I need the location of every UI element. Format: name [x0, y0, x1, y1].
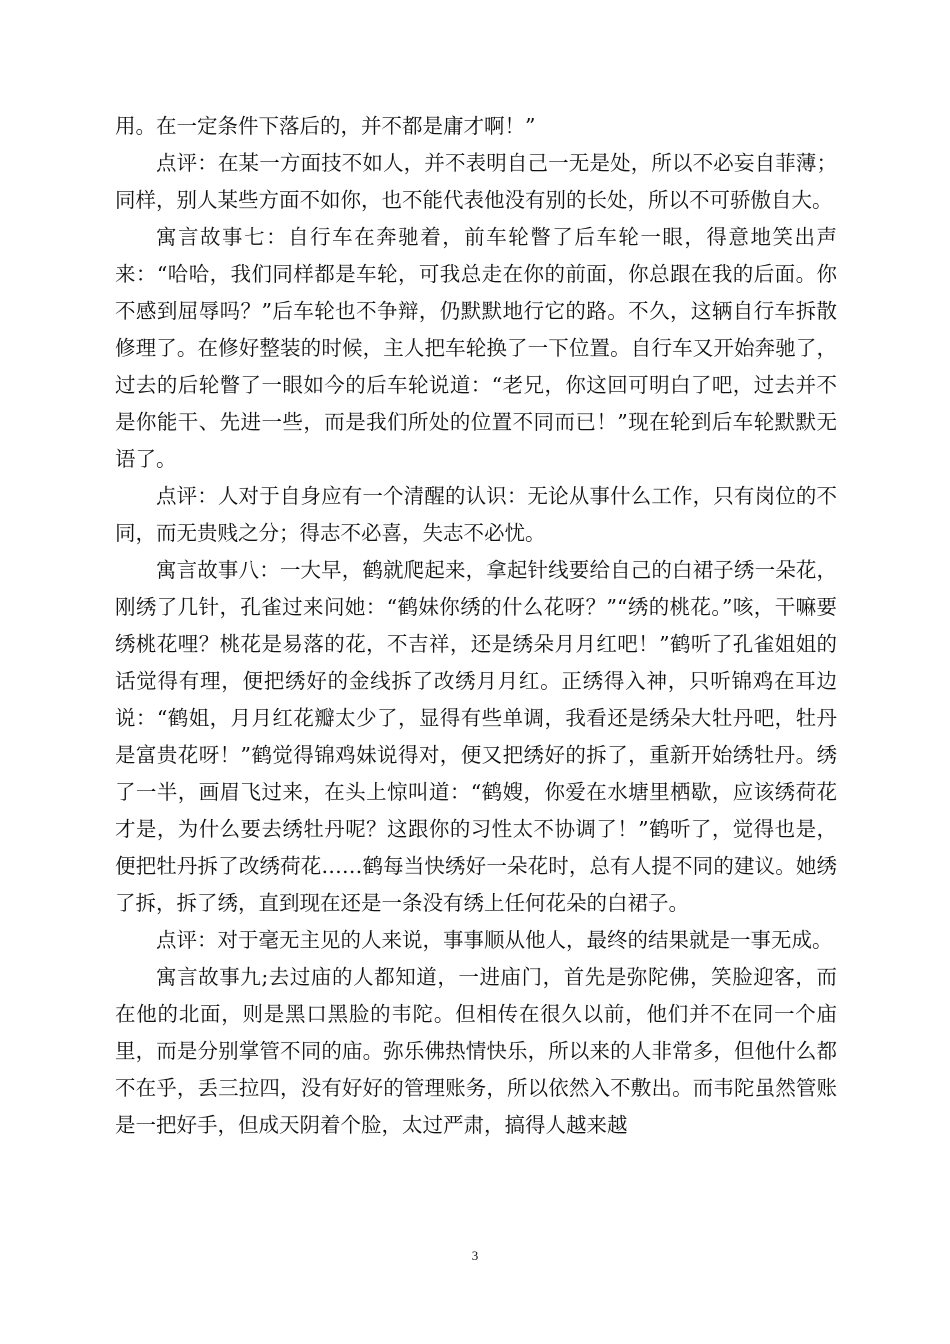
paragraph-fable-9: 寓言故事九;去过庙的人都知道，一进庙门，首先是弥陀佛，笑脸迎客，而在他的北面，则是黑口黑脸的韦陀。但相传在很久以前，他们并不在同一个庙里，而是分别掌管不同的庙。弥乐佛热情快乐，所以来的人非常多，但他什么都不在乎，丢三拉四，没有好好的管理账务，所以依然入不敷出。而韦陀虽然管账是一把好手，但成天阴着个脸，太过严肃，搞得人越来越 — [115, 965, 837, 1137]
paragraph-comment-8: 点评：对于毫无主见的人来说，事事顺从他人，最终的结果就是一事无成。 — [156, 928, 833, 952]
paragraph-fable-7: 寓言故事七：自行车在奔驰着，前车轮瞥了后车轮一眼，得意地笑出声来：“哈哈，我们同样都是车轮，可我总走在你的前面，你总跟在我的后面。你不感到屈辱吗？”后车轮也不争辩，仍默默地行它的路。不久，这辆自行车拆散修理了。在修好整装的时候，主人把车轮换了一下位置。自行车又开始奔驰了，过去的后轮瞥了一眼如今的后车轮说道：“老兄，你这回可明白了吧，过去并不是你能干、先进一些，而是我们所处的位置不同而已！”现在轮到后车轮默默无语了。 — [115, 225, 837, 471]
paragraph-comment-7: 点评：人对于自身应有一个清醒的认识：无论从事什么工作，只有岗位的不同，而无贵贱之分；得志不必喜，失志不必忧。 — [115, 484, 837, 545]
page-number: 3 — [471, 1248, 479, 1263]
paragraph-comment-6: 点评：在某一方面技不如人，并不表明自己一无是处，所以不必妄自菲薄；同样，别人某些方面不如你，也不能代表他没有别的长处，所以不可骄傲自大。 — [115, 151, 837, 212]
paragraph-fable-8: 寓言故事八：一大早，鹤就爬起来，拿起针线要给自己的白裙子绣一朵花，刚绣了几针，孔雀过来问她：“鹤妹你绣的什么花呀？”“绣的桃花。”咳，干嘛要绣桃花哩？桃花是易落的花，不吉祥，还是绣朵月月红吧！”鹤听了孔雀姐姐的话觉得有理，便把绣好的金线拆了改绣月月红。正绣得入神，只听锦鸡在耳边说：“鹤姐，月月红花瓣太少了，显得有些单调，我看还是绣朵大牡丹吧，牡丹是富贵花呀！”鹤觉得锦鸡妹说得对，便又把绣好的拆了，重新开始绣牡丹。绣了一半，画眉飞过来，在头上惊叫道：“鹤嫂，你爱在水塘里栖歇，应该绣荷花才是，为什么要去绣牡丹呢？这跟你的习性太不协调了！”鹤听了，觉得也是，便把牡丹拆了改绣荷花……鹤每当快绣好一朵花时，总有人提不同的建议。她绣了拆，拆了绣，直到现在还是一条没有绣上任何花朵的白裙子。 — [115, 558, 837, 915]
paragraph-continuation: 用。在一定条件下落后的，并不都是庸才啊！” — [115, 114, 536, 138]
document-body — [115, 108, 837, 1144]
